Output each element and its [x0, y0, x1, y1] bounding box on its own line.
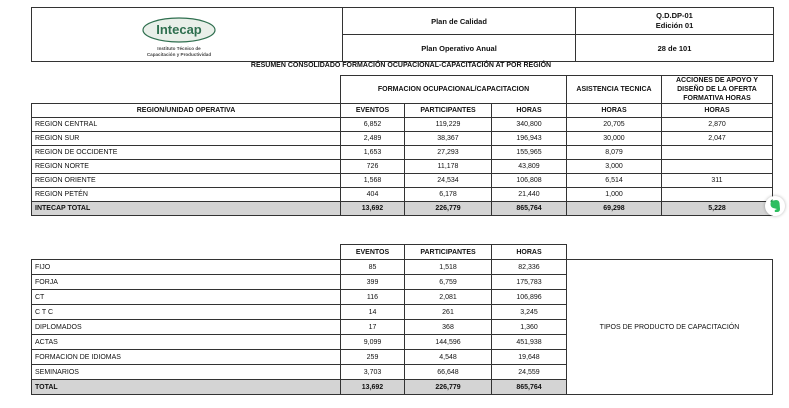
cell-eventos: 3,703 — [341, 365, 405, 380]
cell-participantes: 368 — [405, 320, 492, 335]
cell-eventos: 9,099 — [341, 335, 405, 350]
table-row — [32, 174, 773, 188]
cell-region: REGION DE OCCIDENTE — [32, 146, 341, 160]
cell-participantes: 38,367 — [405, 132, 492, 146]
table-row — [32, 188, 773, 202]
region-summary-table — [31, 75, 773, 216]
cell-at-horas: 1,000 — [567, 188, 662, 202]
cell-participantes: 6,759 — [405, 275, 492, 290]
cell-region: REGION PETÉN — [32, 188, 341, 202]
page-number: 28 de 101 — [576, 35, 774, 62]
cell-region: REGION ORIENTE — [32, 174, 341, 188]
cell-eventos: 399 — [341, 275, 405, 290]
cell-horas: 865,764 — [492, 202, 567, 216]
cell-participantes: 24,534 — [405, 174, 492, 188]
cell-tipo: ACTAS — [32, 335, 341, 350]
cell-horas: 3,245 — [492, 305, 567, 320]
cell-eventos: 14 — [341, 305, 405, 320]
table-row — [32, 160, 773, 174]
cell-horas: 19,648 — [492, 350, 567, 365]
blank-corner — [32, 245, 341, 260]
cell-participantes: 27,293 — [405, 146, 492, 160]
cell-eventos: 17 — [341, 320, 405, 335]
col-eventos: EVENTOS — [341, 104, 405, 118]
svg-text:Capacitación y Productividad: Capacitación y Productividad — [146, 52, 212, 57]
cell-at-horas: 20,705 — [567, 118, 662, 132]
group-asistencia: ASISTENCIA TECNICA — [567, 76, 662, 104]
cell-participantes: 6,178 — [405, 188, 492, 202]
document-header — [31, 7, 774, 62]
cell-participantes: 11,178 — [405, 160, 492, 174]
cell-acc-horas: 311 — [662, 174, 773, 188]
cell-eventos: 116 — [341, 290, 405, 305]
table-row — [32, 132, 773, 146]
cell-eventos: 13,692 — [341, 380, 405, 395]
cell-eventos: 1,568 — [341, 174, 405, 188]
col-participantes: PARTICIPANTES — [405, 104, 492, 118]
col-horas: HORAS — [492, 104, 567, 118]
cell-participantes: 226,779 — [405, 380, 492, 395]
cell-acc-horas: 5,228 — [662, 202, 773, 216]
col-eventos: EVENTOS — [341, 245, 405, 260]
cell-eventos: 1,653 — [341, 146, 405, 160]
cell-horas: 1,360 — [492, 320, 567, 335]
cell-region: REGION CENTRAL — [32, 118, 341, 132]
cell-tipo: SEMINARIOS — [32, 365, 341, 380]
cell-participantes: 226,779 — [405, 202, 492, 216]
cell-participantes: 1,518 — [405, 260, 492, 275]
group-acciones: ACCIONES DE APOYO Y DISEÑO DE LA OFERTA FORMATIVA HORAS — [662, 76, 773, 104]
cell-tipo: FIJO — [32, 260, 341, 275]
cell-eventos: 6,852 — [341, 118, 405, 132]
total-row — [32, 202, 773, 216]
cell-acc-horas: 2,047 — [662, 132, 773, 146]
cell-acc-horas — [662, 188, 773, 202]
cell-horas: 155,965 — [492, 146, 567, 160]
plan-operativo: Plan Operativo Anual — [343, 35, 576, 62]
cell-participantes: 66,648 — [405, 365, 492, 380]
blank-right — [567, 245, 773, 260]
cell-at-horas: 69,298 — [567, 202, 662, 216]
col-participantes: PARTICIPANTES — [405, 245, 492, 260]
cell-eventos: 85 — [341, 260, 405, 275]
cell-participantes: 144,596 — [405, 335, 492, 350]
cell-tipo: TOTAL — [32, 380, 341, 395]
col-at-horas: HORAS — [567, 104, 662, 118]
cell-participantes: 261 — [405, 305, 492, 320]
cell-acc-horas — [662, 146, 773, 160]
table-row — [32, 118, 773, 132]
svg-text:Instituto Técnico de: Instituto Técnico de — [157, 46, 201, 51]
table-caption: RESUMEN CONSOLIDADO FORMACIÓN OCUPACIONAL-CAPACITACIÓN AT POR REGIÓN — [250, 62, 552, 69]
group-formacion: FORMACION OCUPACIONAL/CAPACITACION — [341, 76, 567, 104]
doc-edition: Edición 01 — [655, 21, 694, 30]
col-region: REGION/UNIDAD OPERATIVA — [32, 104, 341, 118]
cell-horas: 451,938 — [492, 335, 567, 350]
cell-horas: 106,808 — [492, 174, 567, 188]
cell-eventos: 259 — [341, 350, 405, 365]
cell-region: REGION NORTE — [32, 160, 341, 174]
table-row — [32, 146, 773, 160]
cell-tipo: FORMACION DE IDIOMAS — [32, 350, 341, 365]
cell-at-horas: 6,514 — [567, 174, 662, 188]
cell-tipo: C T C — [32, 305, 341, 320]
cell-horas: 196,943 — [492, 132, 567, 146]
cell-region: REGION SUR — [32, 132, 341, 146]
cell-tipo: CT — [32, 290, 341, 305]
plan-calidad: Plan de Calidad — [343, 8, 576, 35]
cell-acc-horas: 2,870 — [662, 118, 773, 132]
cell-eventos: 726 — [341, 160, 405, 174]
cell-eventos: 2,489 — [341, 132, 405, 146]
product-type-table — [31, 244, 773, 395]
cell-at-horas: 3,000 — [567, 160, 662, 174]
cell-tipo: DIPLOMADOS — [32, 320, 341, 335]
cell-horas: 340,800 — [492, 118, 567, 132]
cell-participantes: 2,081 — [405, 290, 492, 305]
cell-at-horas: 8,079 — [567, 146, 662, 160]
cell-region: INTECAP TOTAL — [32, 202, 341, 216]
col-horas: HORAS — [492, 245, 567, 260]
cell-at-horas: 30,000 — [567, 132, 662, 146]
cell-eventos: 404 — [341, 188, 405, 202]
table-row — [32, 260, 773, 275]
cell-horas: 82,336 — [492, 260, 567, 275]
intecap-logo — [129, 16, 229, 60]
cell-horas: 21,440 — [492, 188, 567, 202]
doc-code: Q.D.DP-01 Edición 01 — [576, 8, 774, 35]
evernote-icon[interactable] — [765, 196, 785, 216]
cell-tipo: FORJA — [32, 275, 341, 290]
cell-participantes: 4,548 — [405, 350, 492, 365]
cell-acc-horas — [662, 160, 773, 174]
cell-horas: 24,559 — [492, 365, 567, 380]
cell-horas: 175,783 — [492, 275, 567, 290]
logo-text: Intecap — [156, 22, 202, 37]
cell-horas: 106,896 — [492, 290, 567, 305]
cell-horas: 865,764 — [492, 380, 567, 395]
blank-corner — [32, 76, 341, 104]
cell-eventos: 13,692 — [341, 202, 405, 216]
cell-horas: 43,809 — [492, 160, 567, 174]
logo-cell — [32, 8, 343, 62]
tipos-producto-label: TIPOS DE PRODUCTO DE CAPACITACIÓN — [567, 260, 773, 395]
cell-participantes: 119,229 — [405, 118, 492, 132]
col-acc-horas: HORAS — [662, 104, 773, 118]
